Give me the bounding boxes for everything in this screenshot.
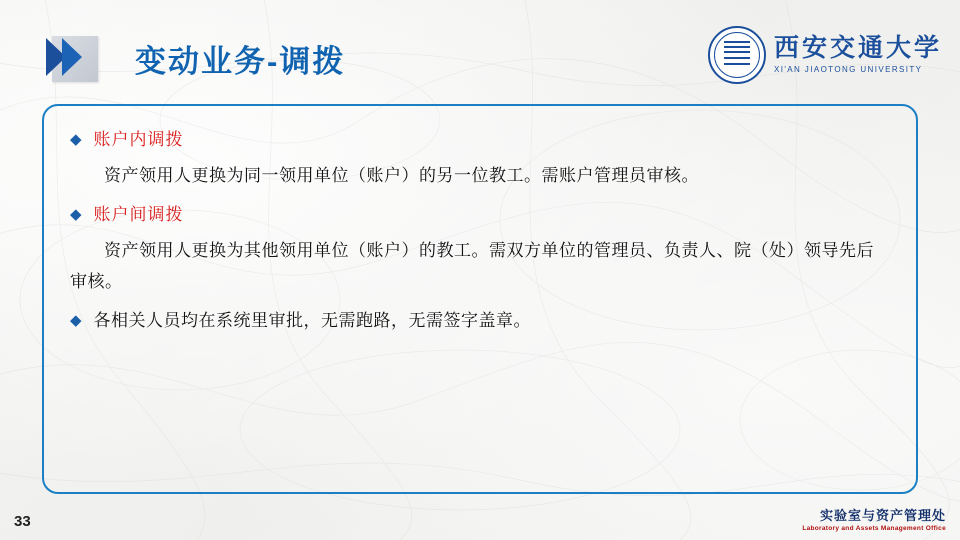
content-inner — [44, 106, 916, 335]
seal-inner-mark — [724, 41, 750, 69]
diamond-bullet-icon: ◆ — [70, 312, 82, 329]
section2-body: 资产领用人更换为其他领用单位（账户）的教工。需双方单位的管理员、负责人、院（处）领导先后审核。 — [70, 241, 874, 291]
university-logo — [708, 26, 942, 84]
section1-body: 资产领用人更换为同一领用单位（账户）的另一位教工。需账户管理员审核。 — [104, 166, 699, 185]
section1-heading-row — [70, 126, 890, 154]
diamond-bullet-icon: ◆ — [70, 206, 82, 223]
page-number: 33 — [14, 513, 31, 530]
section1-heading: 账户内调拨 — [93, 130, 184, 149]
section3-row — [70, 307, 890, 335]
university-seal-icon — [708, 26, 766, 84]
section2-heading: 账户间调拨 — [93, 205, 184, 224]
page-title: 变动业务-调拨 — [135, 44, 346, 79]
footer-org-cn: 实验室与资产管理处 — [819, 507, 946, 523]
logo-chevron-light — [62, 38, 82, 76]
section2-heading-row — [70, 201, 890, 229]
chevron-logo-icon — [46, 30, 114, 86]
footer-org — [802, 509, 946, 532]
footer-org-en: Laboratory and Assets Management Office — [802, 524, 946, 532]
university-name-en: XI'AN JIAOTONG UNIVERSITY — [773, 65, 923, 74]
university-name-cn: 西安交通大学 — [773, 35, 942, 62]
section3-text: 各相关人员均在系统里审批，无需跑路，无需签字盖章。 — [93, 311, 532, 330]
content-panel — [42, 104, 918, 494]
diamond-bullet-icon: ◆ — [70, 131, 82, 148]
university-name-block — [774, 36, 942, 74]
